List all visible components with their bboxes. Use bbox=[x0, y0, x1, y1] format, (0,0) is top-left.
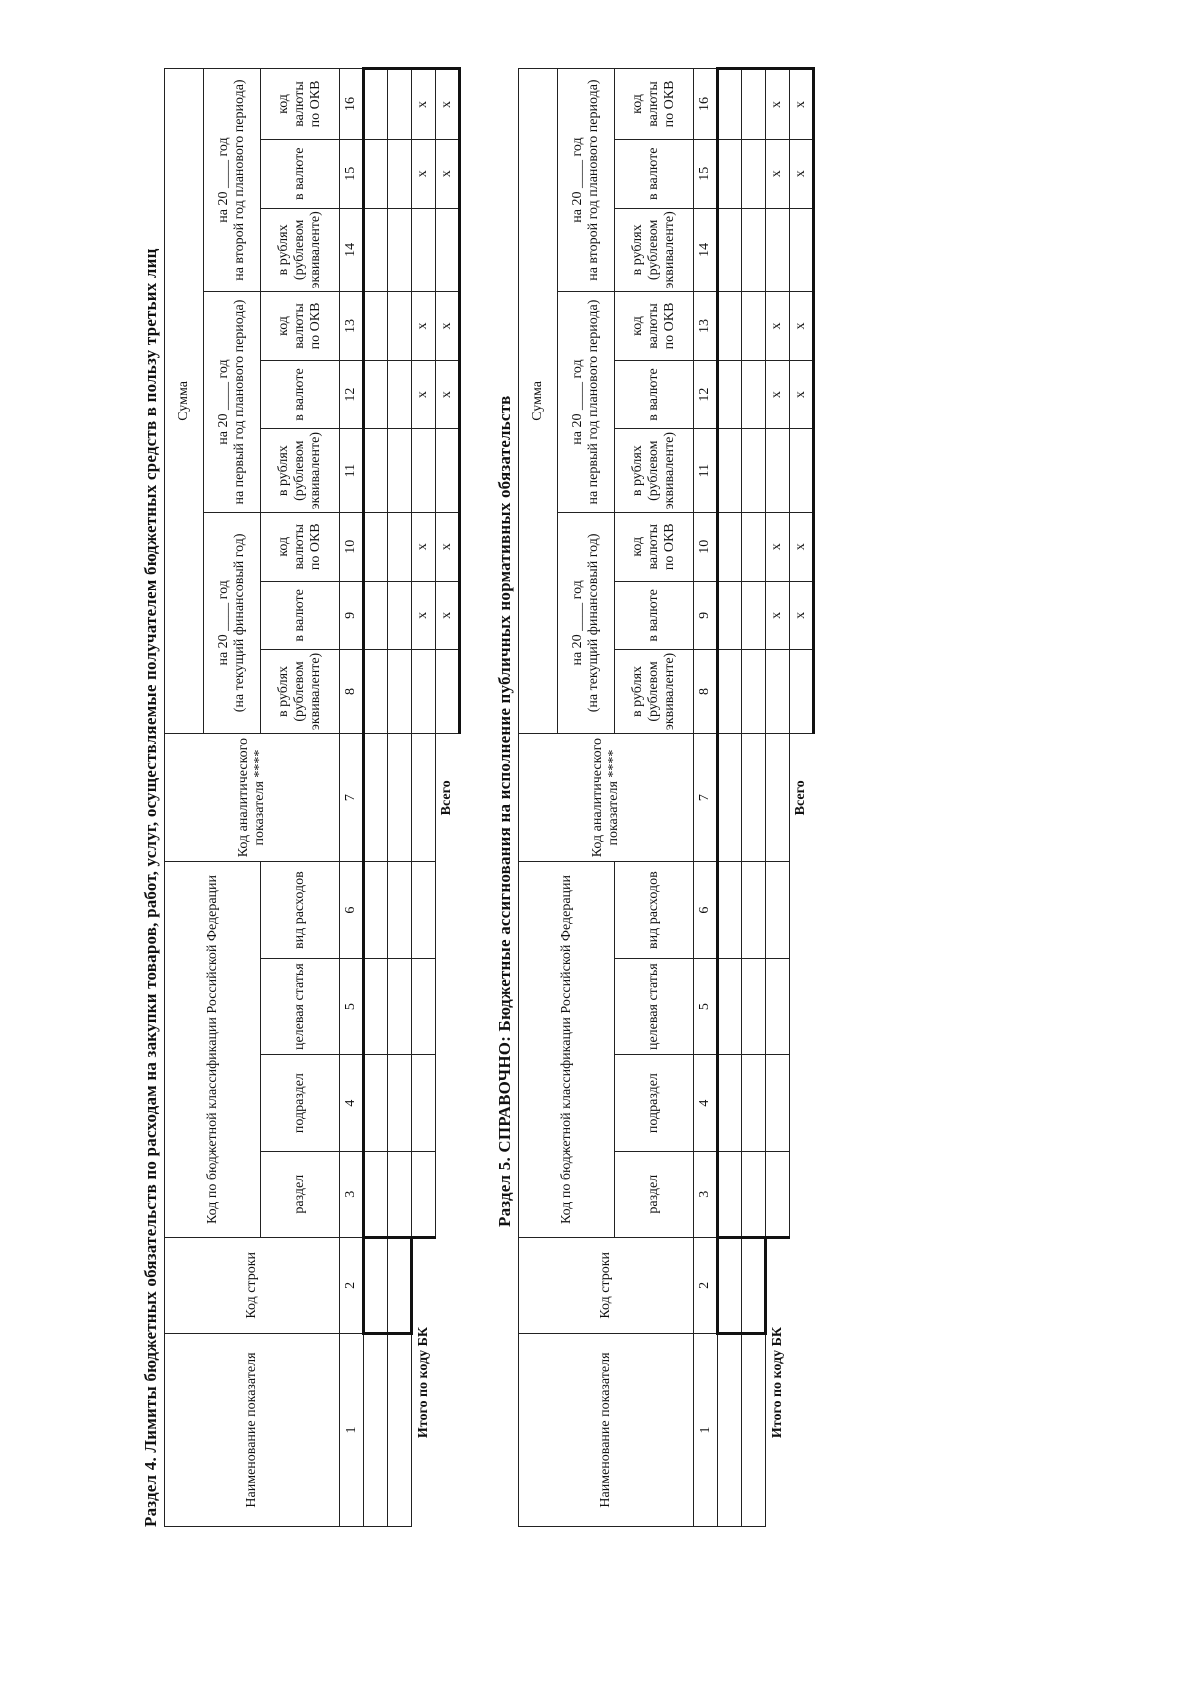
col-number: 10 bbox=[340, 512, 364, 581]
header-okv: код валюты по ОКВ bbox=[615, 69, 694, 140]
data-cell[interactable] bbox=[718, 512, 742, 581]
col-number: 12 bbox=[340, 360, 364, 429]
x-mark: x bbox=[789, 360, 813, 429]
data-cell[interactable] bbox=[388, 139, 412, 208]
x-mark: x bbox=[435, 69, 459, 140]
x-mark: x bbox=[766, 292, 790, 361]
data-cell[interactable] bbox=[718, 429, 742, 513]
col-number: 16 bbox=[340, 69, 364, 140]
col-number: 2 bbox=[694, 1237, 718, 1333]
header-rub: в рублях (рублевом эквиваленте) bbox=[615, 650, 694, 734]
data-cell[interactable] bbox=[742, 1334, 766, 1527]
x-mark: x bbox=[435, 581, 459, 650]
x-mark: x bbox=[412, 360, 436, 429]
data-cell[interactable] bbox=[766, 429, 790, 513]
data-cell[interactable] bbox=[789, 208, 813, 292]
header-statya: целевая статья bbox=[615, 958, 694, 1054]
data-cell[interactable] bbox=[742, 208, 766, 292]
x-mark: x bbox=[789, 512, 813, 581]
data-cell[interactable] bbox=[766, 733, 790, 862]
data-cell[interactable] bbox=[742, 1237, 766, 1333]
header-okv: код валюты по ОКВ bbox=[261, 292, 340, 361]
data-cell[interactable] bbox=[718, 208, 742, 292]
data-cell[interactable] bbox=[435, 429, 459, 513]
col-number: 4 bbox=[340, 1055, 364, 1151]
header-val: в валюте bbox=[261, 360, 340, 429]
data-cell[interactable] bbox=[388, 360, 412, 429]
x-mark: x bbox=[789, 139, 813, 208]
x-mark: x bbox=[412, 292, 436, 361]
col-number: 10 bbox=[694, 512, 718, 581]
data-cell[interactable] bbox=[718, 650, 742, 734]
col-number: 8 bbox=[694, 650, 718, 734]
x-mark: x bbox=[766, 69, 790, 140]
data-cell[interactable] bbox=[364, 650, 388, 734]
data-cell[interactable] bbox=[766, 1151, 790, 1237]
data-cell[interactable] bbox=[412, 958, 436, 1054]
data-cell[interactable] bbox=[718, 292, 742, 361]
data-cell[interactable] bbox=[718, 958, 742, 1054]
data-cell[interactable] bbox=[412, 1151, 436, 1237]
section-5 bbox=[492, 67, 815, 1527]
data-cell[interactable] bbox=[364, 1151, 388, 1237]
data-cell[interactable] bbox=[718, 1334, 742, 1527]
x-mark: x bbox=[412, 581, 436, 650]
col-number: 15 bbox=[694, 139, 718, 208]
data-cell[interactable] bbox=[742, 1151, 766, 1237]
col-number: 7 bbox=[340, 733, 364, 862]
col-number: 6 bbox=[694, 862, 718, 959]
data-cell[interactable] bbox=[766, 1055, 790, 1151]
col-number: 9 bbox=[340, 581, 364, 650]
header-rub: в рублях (рублевом эквиваленте) bbox=[261, 650, 340, 734]
col-number: 11 bbox=[694, 429, 718, 513]
data-cell[interactable] bbox=[742, 650, 766, 734]
x-mark: x bbox=[789, 581, 813, 650]
data-cell[interactable] bbox=[364, 1334, 388, 1527]
header-statya: целевая статья bbox=[261, 958, 340, 1054]
col-number: 7 bbox=[694, 733, 718, 862]
header-period-current: на 20 ____ год (на текущий финансовый год) bbox=[204, 512, 261, 733]
header-line-code: Код строки bbox=[519, 1237, 694, 1333]
header-rub: в рублях (рублевом эквиваленте) bbox=[261, 429, 340, 513]
col-number: 15 bbox=[340, 139, 364, 208]
data-cell[interactable] bbox=[718, 360, 742, 429]
header-name: Наименование показателя bbox=[165, 1334, 340, 1527]
data-cell[interactable] bbox=[718, 1055, 742, 1151]
data-cell[interactable] bbox=[388, 650, 412, 734]
col-number: 12 bbox=[694, 360, 718, 429]
header-analytic-code: Код аналитического показателя **** bbox=[519, 733, 694, 862]
data-cell[interactable] bbox=[766, 650, 790, 734]
x-mark: x bbox=[412, 69, 436, 140]
data-cell[interactable] bbox=[718, 139, 742, 208]
data-cell[interactable] bbox=[789, 650, 813, 734]
data-cell[interactable] bbox=[364, 208, 388, 292]
header-name: Наименование показателя bbox=[519, 1334, 694, 1527]
header-val: в валюте bbox=[261, 581, 340, 650]
data-cell[interactable] bbox=[718, 581, 742, 650]
data-cell[interactable] bbox=[718, 733, 742, 862]
data-cell[interactable] bbox=[388, 581, 412, 650]
data-cell[interactable] bbox=[388, 958, 412, 1054]
header-bk-code: Код по бюджетной классификации Российской Федерации bbox=[165, 862, 261, 1237]
x-mark: x bbox=[789, 292, 813, 361]
header-period-current: на 20 ____ год (на текущий финансовый год) bbox=[558, 512, 615, 733]
data-cell[interactable] bbox=[412, 429, 436, 513]
header-okv: код валюты по ОКВ bbox=[261, 512, 340, 581]
section-4 bbox=[138, 67, 461, 1527]
data-cell[interactable] bbox=[388, 1334, 412, 1527]
data-cell[interactable] bbox=[718, 1151, 742, 1237]
section-5-title: Раздел 5. СПРАВОЧНО: Бюджетные ассигнования на исполнение публичных нормативных обязательств bbox=[495, 395, 514, 1227]
header-val: в валюте bbox=[261, 139, 340, 208]
x-mark: x bbox=[789, 69, 813, 140]
data-cell[interactable] bbox=[742, 862, 766, 959]
data-cell[interactable] bbox=[742, 292, 766, 361]
x-mark: x bbox=[435, 360, 459, 429]
col-number: 2 bbox=[340, 1237, 364, 1333]
data-cell[interactable] bbox=[364, 862, 388, 959]
header-val: в валюте bbox=[615, 360, 694, 429]
data-cell[interactable] bbox=[364, 512, 388, 581]
data-cell[interactable] bbox=[412, 208, 436, 292]
data-cell[interactable] bbox=[412, 733, 436, 862]
data-cell[interactable] bbox=[718, 862, 742, 959]
col-number: 1 bbox=[694, 1334, 718, 1527]
data-cell[interactable] bbox=[789, 429, 813, 513]
x-mark: x bbox=[435, 512, 459, 581]
data-cell[interactable] bbox=[364, 429, 388, 513]
data-cell[interactable] bbox=[388, 733, 412, 862]
header-podrazdel: подраздел bbox=[261, 1055, 340, 1151]
col-number: 6 bbox=[340, 862, 364, 959]
col-number: 5 bbox=[340, 958, 364, 1054]
header-period-second: на 20 ____ год на второй год планового периода) bbox=[558, 69, 615, 292]
data-cell[interactable] bbox=[364, 139, 388, 208]
x-mark: x bbox=[766, 581, 790, 650]
data-cell[interactable] bbox=[388, 512, 412, 581]
data-cell[interactable] bbox=[742, 512, 766, 581]
data-cell[interactable] bbox=[388, 1055, 412, 1151]
header-vid: вид расходов bbox=[615, 862, 694, 959]
col-number: 13 bbox=[694, 292, 718, 361]
data-cell[interactable] bbox=[412, 650, 436, 734]
data-cell[interactable] bbox=[388, 69, 412, 140]
x-mark: x bbox=[412, 512, 436, 581]
header-okv: код валюты по ОКВ bbox=[615, 292, 694, 361]
col-number: 4 bbox=[694, 1055, 718, 1151]
data-cell[interactable] bbox=[364, 958, 388, 1054]
data-cell[interactable] bbox=[388, 208, 412, 292]
header-okv: код валюты по ОКВ bbox=[261, 69, 340, 140]
data-cell[interactable] bbox=[388, 1151, 412, 1237]
header-razdel: раздел bbox=[261, 1151, 340, 1237]
col-number: 1 bbox=[340, 1334, 364, 1527]
x-mark: x bbox=[766, 139, 790, 208]
data-cell[interactable] bbox=[412, 1055, 436, 1151]
data-cell[interactable] bbox=[766, 862, 790, 959]
header-val: в валюте bbox=[615, 581, 694, 650]
data-cell[interactable] bbox=[364, 1055, 388, 1151]
grand-total-label: Всего bbox=[435, 733, 459, 862]
header-rub: в рублях (рублевом эквиваленте) bbox=[615, 429, 694, 513]
col-number: 5 bbox=[694, 958, 718, 1054]
header-sum: Сумма bbox=[165, 69, 204, 734]
data-cell[interactable] bbox=[742, 733, 766, 862]
header-period-second: на 20 ____ год на второй год планового периода) bbox=[204, 69, 261, 292]
header-analytic-code: Код аналитического показателя **** bbox=[165, 733, 340, 862]
data-cell[interactable] bbox=[364, 360, 388, 429]
header-bk-code: Код по бюджетной классификации Российской Федерации bbox=[519, 862, 615, 1237]
col-number: 16 bbox=[694, 69, 718, 140]
header-line-code: Код строки bbox=[165, 1237, 340, 1333]
data-cell[interactable] bbox=[364, 292, 388, 361]
data-cell[interactable] bbox=[388, 1237, 412, 1333]
header-podrazdel: подраздел bbox=[615, 1055, 694, 1151]
data-cell[interactable] bbox=[742, 1055, 766, 1151]
data-cell[interactable] bbox=[742, 958, 766, 1054]
data-cell[interactable] bbox=[435, 208, 459, 292]
col-number: 14 bbox=[340, 208, 364, 292]
header-rub: в рублях (рублевом эквиваленте) bbox=[261, 208, 340, 292]
data-cell[interactable] bbox=[388, 429, 412, 513]
total-by-bk-label: Итого по коду БК bbox=[412, 1237, 436, 1526]
data-cell[interactable] bbox=[742, 429, 766, 513]
header-razdel: раздел bbox=[615, 1151, 694, 1237]
header-period-first: на 20 ____ год на первый год планового периода) bbox=[558, 292, 615, 513]
section-4-table bbox=[164, 67, 461, 1527]
header-vid: вид расходов bbox=[261, 862, 340, 959]
col-number: 13 bbox=[340, 292, 364, 361]
section-5-table bbox=[518, 67, 815, 1527]
col-number: 9 bbox=[694, 581, 718, 650]
col-number: 3 bbox=[340, 1151, 364, 1237]
data-cell[interactable] bbox=[742, 139, 766, 208]
header-val: в валюте bbox=[615, 139, 694, 208]
data-cell[interactable] bbox=[388, 862, 412, 959]
data-cell[interactable] bbox=[742, 360, 766, 429]
x-mark: x bbox=[766, 360, 790, 429]
data-cell[interactable] bbox=[412, 862, 436, 959]
x-mark: x bbox=[435, 139, 459, 208]
section-4-title: Раздел 4. Лимиты бюджетных обязательств по расходам на закупки товаров, работ, услуг, осуществляемые получателем бюджетных средств в пользу третьих лиц bbox=[141, 248, 160, 1527]
header-rub: в рублях (рублевом эквиваленте) bbox=[615, 208, 694, 292]
data-cell[interactable] bbox=[364, 69, 388, 140]
data-cell[interactable] bbox=[364, 581, 388, 650]
x-mark: x bbox=[766, 512, 790, 581]
data-cell[interactable] bbox=[364, 1237, 388, 1333]
col-number: 8 bbox=[340, 650, 364, 734]
header-okv: код валюты по ОКВ bbox=[615, 512, 694, 581]
data-cell[interactable] bbox=[388, 292, 412, 361]
grand-total-label: Всего bbox=[789, 733, 813, 862]
col-number: 11 bbox=[340, 429, 364, 513]
col-number: 3 bbox=[694, 1151, 718, 1237]
data-cell[interactable] bbox=[435, 650, 459, 734]
data-cell[interactable] bbox=[742, 581, 766, 650]
x-mark: x bbox=[412, 139, 436, 208]
data-cell[interactable] bbox=[766, 208, 790, 292]
data-cell[interactable] bbox=[364, 733, 388, 862]
col-number: 14 bbox=[694, 208, 718, 292]
total-by-bk-label: Итого по коду БК bbox=[766, 1237, 790, 1526]
data-cell[interactable] bbox=[766, 958, 790, 1054]
data-cell[interactable] bbox=[742, 69, 766, 140]
header-period-first: на 20 ____ год на первый год планового периода) bbox=[204, 292, 261, 513]
data-cell[interactable] bbox=[718, 69, 742, 140]
data-cell[interactable] bbox=[718, 1237, 742, 1333]
header-sum: Сумма bbox=[519, 69, 558, 734]
x-mark: x bbox=[435, 292, 459, 361]
